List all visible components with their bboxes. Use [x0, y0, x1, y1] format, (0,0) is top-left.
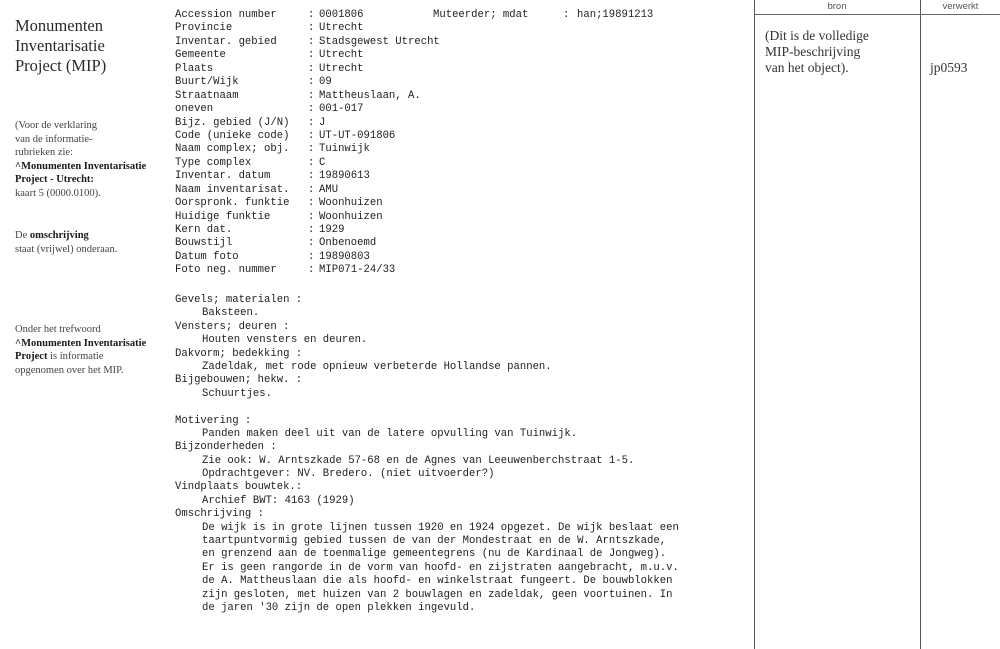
note-reference: ^Monumenten Inventarisatie [15, 337, 147, 349]
omschrijving-line: zijn gesloten, met huizen van 2 bouwlagen en zadeldak, geen voortuinen. In [202, 588, 673, 601]
field-label: Code (unieke code) [175, 129, 290, 142]
bijzonderheden-text: Opdrachtgever: NV. Bredero. (niet uitvoerder?) [202, 468, 495, 481]
bron-line: (Dit is de volledige [765, 28, 869, 43]
source-table [754, 0, 1000, 649]
field-label: Plaats [175, 62, 214, 75]
field-value: AMU [319, 183, 339, 196]
field-label: Inventar. gebied [175, 35, 277, 48]
note-reference: Project - Utrecht: [15, 174, 94, 185]
field-label: oneven [175, 103, 214, 116]
bron-line: MIP-beschrijving [765, 44, 861, 59]
field-value: 19890613 [319, 170, 370, 183]
field-value: Tuinwijk [319, 143, 370, 156]
omschrijving-line: taartpuntvormig gebied tussen de van der Mondestraat en de W. Arntszkade, [202, 535, 667, 548]
field-label: Kern dat. [175, 224, 233, 236]
field-label: Type complex [175, 156, 252, 169]
mutator-value: han;19891213 [577, 9, 654, 21]
field-colon: : [308, 156, 315, 169]
field-colon: : [308, 116, 315, 129]
field-colon: : [308, 237, 315, 250]
table-column-divider [920, 0, 921, 649]
field-colon: : [308, 143, 315, 156]
field-label: Inventar. datum [175, 170, 271, 183]
field-value: Utrecht [319, 22, 364, 35]
bijgebouwen-text: Schuurtjes. [202, 387, 272, 400]
note-line: (Voor de verklaring [15, 120, 98, 131]
field-colon: : [308, 250, 315, 263]
field-value: J [319, 116, 326, 129]
field-colon: : [308, 62, 315, 75]
field-value: UT-UT-091806 [319, 129, 396, 142]
field-label: Foto neg. nummer [175, 264, 277, 277]
field-label: Huidige funktie [175, 210, 271, 223]
field-colon: : [308, 183, 315, 196]
note-line: staat (vrijwel) onderaan. [15, 243, 118, 255]
project-title-line: Inventarisatie [15, 36, 105, 55]
field-value: Woonhuizen [319, 197, 383, 210]
note-suffix: is informatie [47, 351, 104, 362]
field-value: Mattheuslaan, A. [319, 89, 421, 102]
dakvorm-heading: Dakvorm; bedekking : [175, 347, 303, 360]
field-value: MIP071-24/33 [319, 264, 396, 277]
bron-cell [765, 28, 925, 76]
field-colon: : [308, 224, 315, 236]
explanation-note [15, 119, 165, 200]
field-label: Bijz. gebied (J/N) [175, 116, 290, 129]
vensters-text: Houten vensters en deuren. [202, 334, 368, 347]
field-label: Provincie [175, 22, 233, 35]
field-label: Oorspronk. funktie [175, 197, 290, 210]
keyword-note [15, 323, 165, 377]
omschrijving-line: de jaren '30 zijn de open plekken ingevuld. [202, 601, 476, 614]
bijzonderheden-text: Zie ook: W. Arntszkade 57-68 en de Agnes van Leeuwenberchstraat 1-5. [202, 454, 635, 467]
bron-line: van het object). [765, 60, 849, 75]
field-label: Straatnaam [175, 89, 239, 102]
motivering-text: Panden maken deel uit van de latere opvulling van Tuinwijk. [202, 427, 578, 440]
omschrijving-line: De wijk is in grote lijnen tussen 1920 en 1924 opgezet. De wijk beslaat een [202, 521, 679, 534]
vindplaats-heading: Vindplaats bouwtek.: [175, 481, 303, 494]
bijgebouwen-heading: Bijgebouwen; hekw. : [175, 374, 303, 387]
project-title [15, 16, 165, 76]
table-header-divider [754, 14, 1000, 15]
field-colon: : [308, 49, 315, 62]
field-label: Accession number [175, 9, 277, 21]
field-label: Buurt/Wijk [175, 76, 239, 89]
field-value: C [319, 156, 326, 169]
field-value: 001-017 [319, 103, 364, 116]
note-line: kaart 5 (0000.0100). [15, 187, 101, 199]
field-colon: : [308, 22, 315, 35]
field-colon: : [308, 264, 315, 277]
omschrijving-line: Er is geen rangorde in de vorm van hoofd- en zijstraten aangebracht, m.u.v. [202, 561, 679, 574]
field-colon: : [308, 89, 315, 102]
note-reference: ^Monumenten Inventarisatie [15, 160, 147, 172]
field-label: Bouwstijl [175, 237, 233, 250]
omschrijving-line: de A. Mattheuslaan die als hoofd- en winkelstraat fungeert. De bouwblokken [202, 575, 673, 588]
omschrijving-line: en grenzend aan de toenmalige gemeentegrens (nu de Kardinaal de Jongweg). [202, 548, 667, 561]
project-title-line: Project (MIP) [15, 56, 107, 75]
note-prefix: De [15, 230, 30, 241]
note-line: rubrieken zie: [15, 147, 74, 158]
field-colon: : [308, 197, 315, 210]
field-colon: : [308, 76, 315, 89]
field-value: Utrecht [319, 62, 364, 75]
field-label: Gemeente [175, 49, 226, 62]
field-value: 1929 [319, 224, 345, 236]
motivering-heading: Motivering : [175, 414, 252, 427]
field-colon: : [308, 35, 315, 48]
bron-column-header: bron [827, 1, 847, 12]
vindplaats-text: Archief BWT: 4163 (1929) [202, 494, 355, 507]
record-sections [175, 294, 679, 615]
field-colon: : [308, 9, 315, 21]
note-line: van de informatie- [15, 133, 93, 145]
note-keyword: omschrijving [29, 230, 89, 241]
vensters-heading: Vensters; deuren : [175, 320, 290, 333]
field-label: Naam inventarisat. [175, 183, 290, 196]
description-location-note [15, 229, 165, 256]
field-value: 09 [319, 76, 332, 89]
field-value: Stadsgewest Utrecht [319, 35, 440, 48]
note-reference: Project [15, 351, 48, 362]
note-line: Onder het trefwoord [15, 324, 101, 335]
field-label: Datum foto [175, 250, 239, 263]
mutator-colon: : [563, 9, 570, 21]
mutator-label: Muteerder; mdat [433, 9, 529, 21]
field-value: Utrecht [319, 49, 364, 62]
gevels-heading: Gevels; materialen : [175, 294, 303, 306]
bijzonderheden-heading: Bijzonderheden : [175, 441, 277, 454]
field-value: Woonhuizen [319, 210, 383, 223]
field-value: 19890803 [319, 250, 370, 263]
project-title-line: Monumenten [15, 16, 103, 35]
field-colon: : [308, 210, 315, 223]
field-colon: : [308, 170, 315, 183]
gevels-text: Baksteen. [202, 307, 260, 320]
note-line: opgenomen over het MIP. [15, 364, 124, 376]
field-colon: : [308, 103, 315, 116]
dakvorm-text: Zadeldak, met rode opnieuw verbeterde Hollandse pannen. [202, 360, 552, 373]
field-label: Naam complex; obj. [175, 143, 290, 156]
table-border-left [754, 0, 755, 649]
field-colon: : [308, 129, 315, 142]
field-value: 0001806 [319, 9, 364, 21]
verwerkt-cell: jp0593 [930, 60, 968, 75]
verwerkt-column-header: verwerkt [942, 1, 979, 12]
omschrijving-heading: Omschrijving : [175, 508, 265, 521]
field-value: Onbenoemd [319, 237, 377, 250]
